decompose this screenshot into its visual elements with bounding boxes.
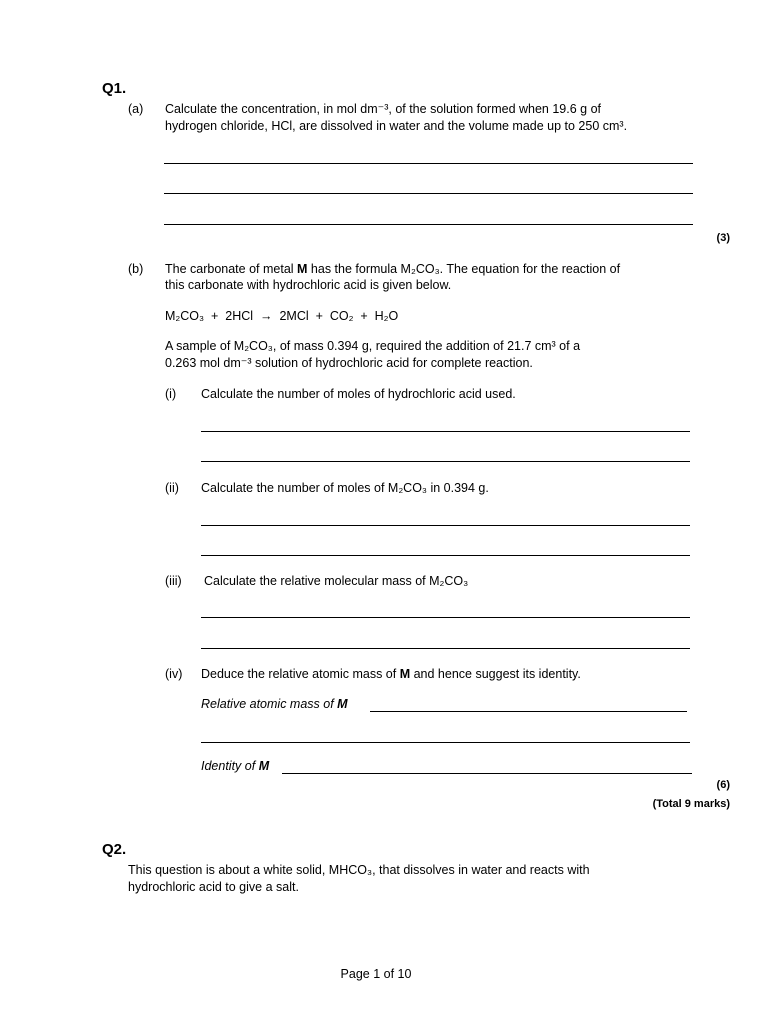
- sub-iv-label: (iv): [165, 667, 183, 681]
- metal-symbol: M: [297, 262, 308, 276]
- sub-i-text: Calculate the number of moles of hydrochloric acid used.: [201, 387, 516, 401]
- answer-line[interactable]: [201, 617, 690, 618]
- sub-iii-label: (iii): [165, 574, 182, 588]
- part-a-marks: (3): [716, 232, 730, 244]
- part-b-label: (b): [128, 262, 144, 276]
- answer-line[interactable]: [201, 431, 690, 432]
- answer-line[interactable]: [201, 461, 690, 462]
- part-b-marks: (6): [716, 779, 730, 791]
- answer-line[interactable]: [164, 163, 693, 164]
- part-b-intro-line2: this carbonate with hydrochloric acid is given below.: [165, 278, 452, 292]
- sub-ii-label: (ii): [165, 481, 179, 495]
- answer-line[interactable]: [201, 555, 690, 556]
- total-marks: (Total 9 marks): [652, 798, 730, 810]
- answer-line[interactable]: [164, 224, 693, 225]
- question-2-number: Q2.: [102, 841, 127, 858]
- identity-label: Identity of M: [201, 759, 270, 773]
- sample-text-line2: 0.263 mol dm⁻³ solution of hydrochloric acid for complete reaction.: [165, 356, 533, 370]
- q2-text-line1: This question is about a white solid, MHCO₃, that dissolves in water and reacts with: [128, 863, 590, 877]
- part-b-intro-line1: The carbonate of metal M has the formula M₂CO₃. The equation for the reaction of: [165, 262, 621, 276]
- question-1-number: Q1.: [102, 80, 127, 97]
- sub-iii-text: Calculate the relative molecular mass of M₂CO₃: [204, 574, 469, 588]
- relative-atomic-mass-label: Relative atomic mass of M: [201, 697, 348, 711]
- answer-line[interactable]: [164, 193, 693, 194]
- sub-ii-text: Calculate the number of moles of M₂CO₃ in 0.394 g.: [201, 481, 489, 495]
- answer-line[interactable]: [201, 525, 690, 526]
- identity-answer-line[interactable]: [282, 773, 692, 774]
- part-a-text-line2: hydrogen chloride, HCl, are dissolved in water and the volume made up to 250 cm³.: [165, 119, 628, 133]
- answer-line[interactable]: [201, 648, 690, 649]
- sub-iv-text: Deduce the relative atomic mass of M and hence suggest its identity.: [201, 667, 581, 681]
- page-number: Page 1 of 10: [340, 967, 412, 981]
- reaction-equation: M₂CO₃ + 2HCl → 2MCl + CO₂ + H₂O: [165, 309, 399, 323]
- sub-i-label: (i): [165, 387, 177, 401]
- sample-text-line1: A sample of M₂CO₃, of mass 0.394 g, required the addition of 21.7 cm³ of a: [165, 339, 581, 353]
- answer-line[interactable]: [201, 742, 690, 743]
- ram-answer-line[interactable]: [370, 711, 687, 712]
- part-a-label: (a): [128, 102, 144, 116]
- part-a-text-line1: Calculate the concentration, in mol dm⁻³, of the solution formed when 19.6 g of: [165, 102, 602, 116]
- q2-text-line2: hydrochloric acid to give a salt.: [128, 880, 299, 894]
